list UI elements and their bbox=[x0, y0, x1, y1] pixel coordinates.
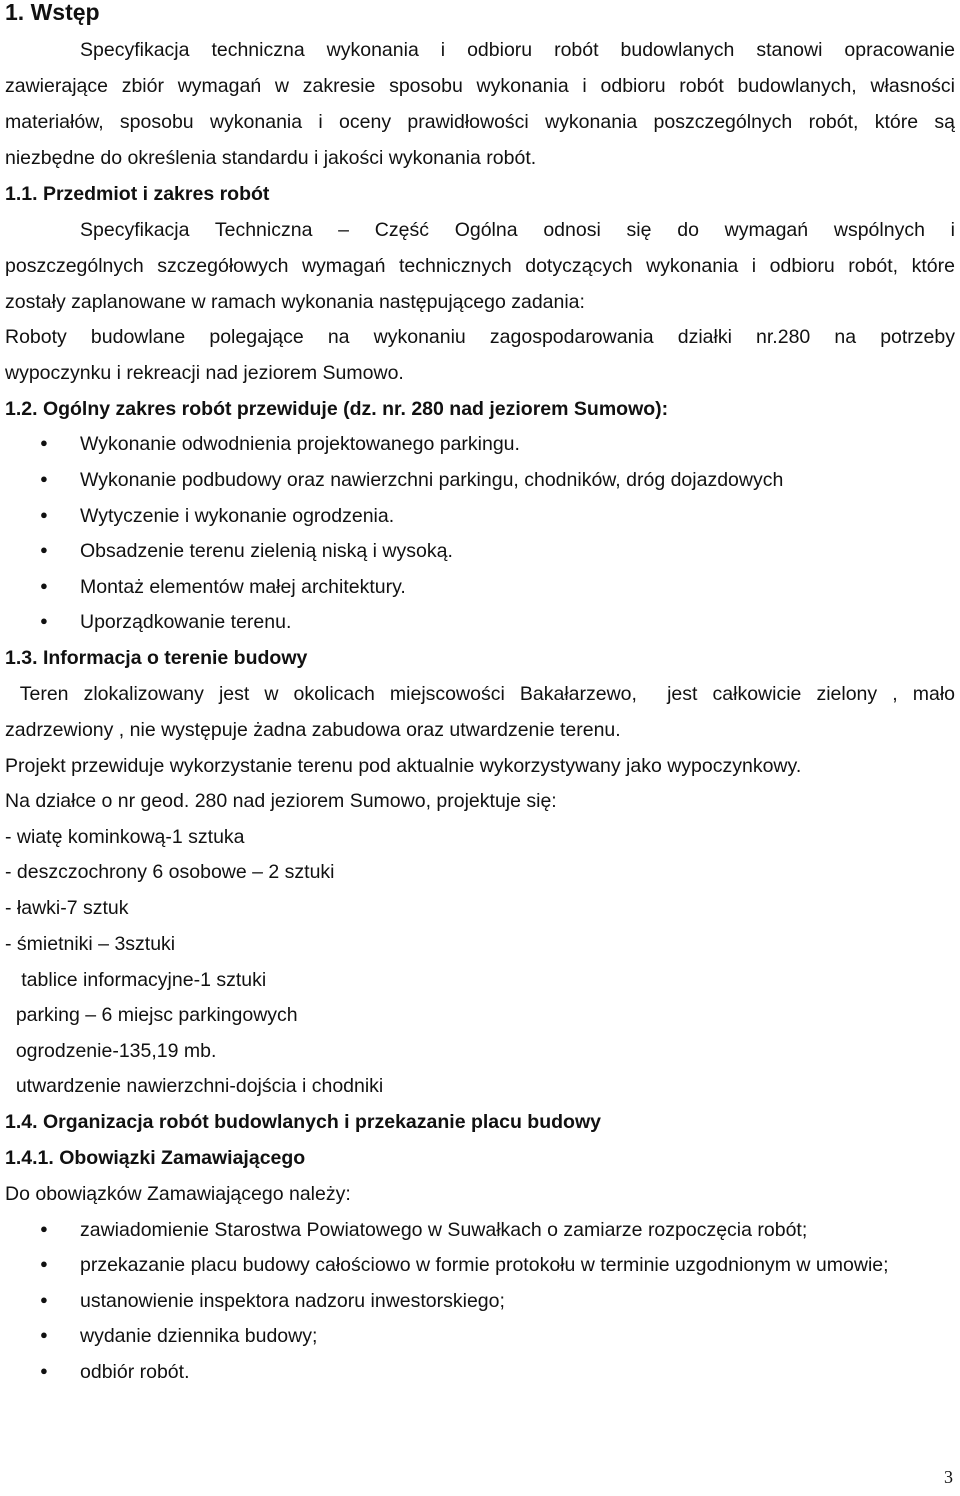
intro-line: zawierające zbiór wymagań w zakresie sposobu wykonania i odbioru robót budowlanych, własności bbox=[5, 75, 955, 97]
list-item-text: Obsadzenie terenu zielenią niską i wysoką. bbox=[80, 540, 453, 562]
heading-text: 1. Wstęp bbox=[5, 0, 100, 25]
paragraph-line: wypoczynku i rekreacji nad jeziorem Sumowo. bbox=[5, 362, 404, 384]
list-item bbox=[40, 504, 394, 529]
paragraph-line: zadrzewiony , nie występuje żadna zabudowa oraz utwardzenie terenu. bbox=[5, 719, 621, 741]
bullet-icon: ● bbox=[40, 1362, 48, 1378]
list-item bbox=[40, 1360, 190, 1385]
item-line: - śmietniki – 3sztuki bbox=[5, 933, 176, 955]
bullet-icon: ● bbox=[40, 506, 48, 522]
list-item-text: Wykonanie podbudowy oraz nawierzchni parkingu, chodników, dróg dojazdowych bbox=[80, 469, 784, 491]
paragraph-line: poszczególnych szczegółowych wymagań technicznych dotyczących wykonania i odbioru robót, które bbox=[5, 255, 955, 277]
bullet-icon: ● bbox=[40, 1326, 48, 1342]
list-item-text: Montaż elementów małej architektury. bbox=[80, 576, 406, 598]
paragraph-line: Projekt przewiduje wykorzystanie terenu pod aktualnie wykorzystywany jako wypoczynkowy. bbox=[5, 755, 802, 777]
paragraph-line: Teren zlokalizowany jest w okolicach miejscowości Bakałarzewo, jest całkowicie zielony , mało bbox=[5, 683, 955, 705]
item-line: tablice informacyjne-1 sztuki bbox=[5, 969, 267, 991]
list-item-text: wydanie dziennika budowy; bbox=[80, 1325, 318, 1347]
list-item-text: Wytyczenie i wykonanie ogrodzenia. bbox=[80, 505, 395, 527]
subsection-title-1-1: 1.1. Przedmiot i zakres robót bbox=[5, 183, 270, 205]
list-item bbox=[40, 1289, 505, 1314]
bullet-icon: ● bbox=[40, 612, 48, 628]
section-heading-1 bbox=[5, 0, 100, 24]
bullet-icon: ● bbox=[40, 1255, 48, 1271]
list-item bbox=[40, 575, 406, 600]
bullet-icon: ● bbox=[40, 470, 48, 486]
list-item bbox=[40, 432, 520, 457]
intro-line: materiałów, sposobu wykonania i oceny prawidłowości wykonania poszczególnych robót, które są bbox=[5, 111, 955, 133]
list-item-text: Uporządkowanie terenu. bbox=[80, 611, 292, 633]
item-line: utwardzenie nawierzchni-dojścia i chodniki bbox=[5, 1075, 384, 1097]
list-item-text: przekazanie placu budowy całościowo w formie protokołu w terminie uzgodnionym w umowie; bbox=[80, 1254, 889, 1276]
intro-line: niezbędne do określenia standardu i jakości wykonania robót. bbox=[5, 147, 537, 169]
paragraph-line: Specyfikacja Techniczna – Część Ogólna odnosi się do wymagań wspólnych i bbox=[80, 219, 955, 241]
list-item bbox=[40, 1324, 317, 1349]
list-item bbox=[40, 468, 783, 493]
list-item-text: Wykonanie odwodnienia projektowanego parkingu. bbox=[80, 433, 520, 455]
subsection-title-1-2: 1.2. Ogólny zakres robót przewiduje (dz. nr. 280 nad jeziorem Sumowo): bbox=[5, 398, 669, 420]
subsection-title-1-3: 1.3. Informacja o terenie budowy bbox=[5, 647, 308, 669]
bullet-icon: ● bbox=[40, 577, 48, 593]
list-item-text: ustanowienie inspektora nadzoru inwestorskiego; bbox=[80, 1290, 505, 1312]
intro-line: Specyfikacja techniczna wykonania i odbioru robót budowlanych stanowi opracowanie bbox=[80, 39, 955, 61]
paragraph-line: Roboty budowlane polegające na wykonaniu zagospodarowania działki nr.280 na potrzeby bbox=[5, 326, 955, 348]
paragraph-line: zostały zaplanowane w ramach wykonania następującego zadania: bbox=[5, 291, 585, 313]
page-number: 3 bbox=[944, 1467, 953, 1487]
list-item bbox=[40, 539, 453, 564]
paragraph-line: Na działce o nr geod. 280 nad jeziorem Sumowo, projektuje się: bbox=[5, 790, 557, 812]
paragraph-line: Do obowiązków Zamawiającego należy: bbox=[5, 1183, 351, 1205]
bullet-icon: ● bbox=[40, 1220, 48, 1236]
list-item bbox=[40, 1218, 807, 1243]
bullet-icon: ● bbox=[40, 541, 48, 557]
subsection-title-1-4-1: 1.4.1. Obowiązki Zamawiającego bbox=[5, 1147, 306, 1169]
list-item bbox=[40, 610, 291, 635]
item-line: - deszczochrony 6 osobowe – 2 sztuki bbox=[5, 861, 335, 883]
item-line: ogrodzenie-135,19 mb. bbox=[5, 1040, 217, 1062]
subsection-title-1-4: 1.4. Organizacja robót budowlanych i przekazanie placu budowy bbox=[5, 1111, 601, 1133]
list-item-text: odbiór robót. bbox=[80, 1361, 190, 1383]
bullet-icon: ● bbox=[40, 1291, 48, 1307]
list-item bbox=[40, 1253, 889, 1278]
item-line: - wiatę kominkową-1 sztuka bbox=[5, 826, 245, 848]
list-item-text: zawiadomienie Starostwa Powiatowego w Suwałkach o zamiarze rozpoczęcia robót; bbox=[80, 1219, 808, 1241]
item-line: parking – 6 miejsc parkingowych bbox=[5, 1004, 298, 1026]
item-line: - ławki-7 sztuk bbox=[5, 897, 129, 919]
bullet-icon: ● bbox=[40, 434, 48, 450]
